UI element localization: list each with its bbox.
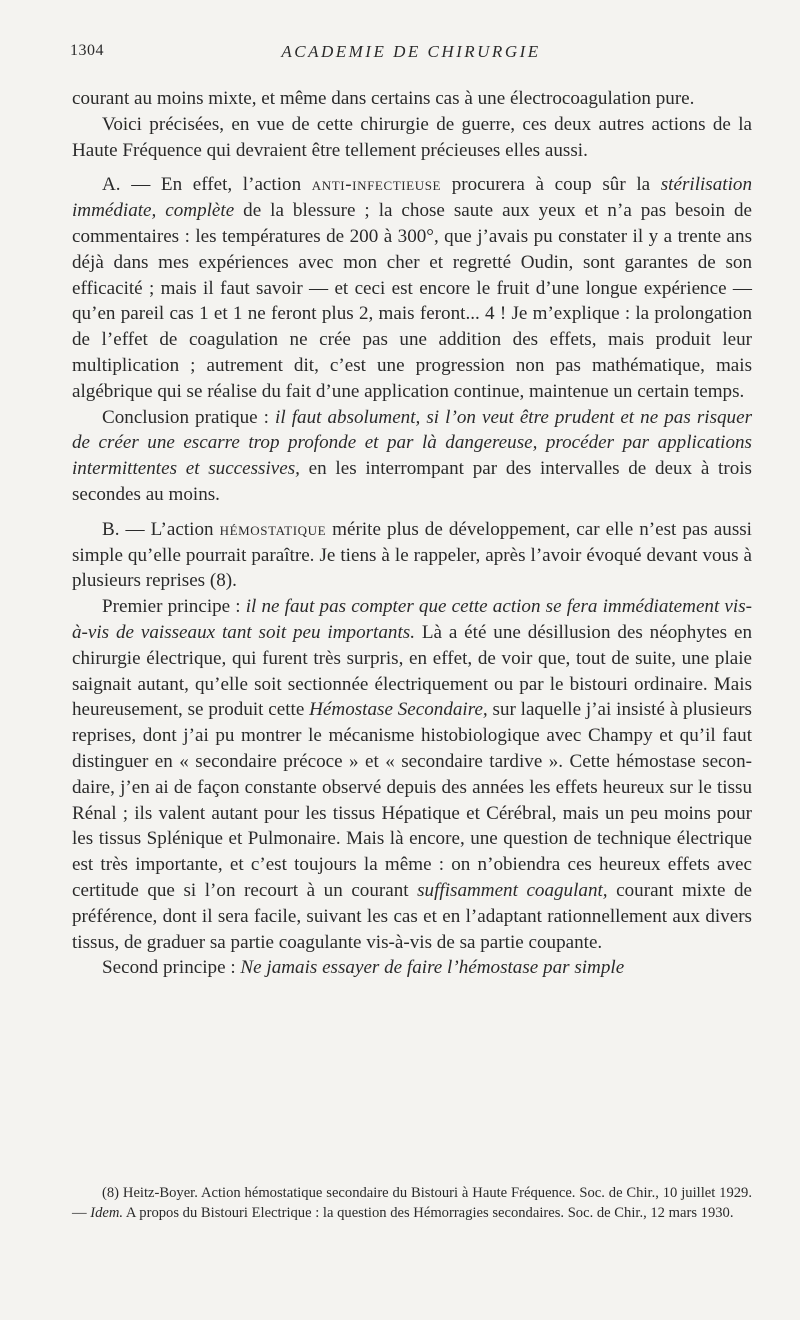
italic-text: stérilisation immédiate, complète xyxy=(72,174,752,222)
text-run: sur laquelle j’ai insisté à plusieurs reprises, dont j’ai pu montrer le mécanisme histobiologique avec Champy et qu’il faut distinguer en « secondaire précoce » et « secondaire tardive ». Cette hémostase secondaire, j’en ai de façon constante observé depuis des années les effets heureux sur le tissu Rénal ; ils valent autant pour les tissus Hépatique et Cérébral, mais un peu moins pour les tissus Splénique et Pulmonaire. Mais là encore, une question de technique électrique est très importante, et c’est toujours la même : on n’obiendra ces heureux effets avec certitude que si l’on recourt à un courant xyxy=(72,699,752,901)
text-run: Là a été une désillusion des néophytes en chirurgie électrique, qui furent très surpris, en effet, de voir que, tout de suite, une plaie saignait autant, qu’elle soit sectionnée électriquement ou par le bistouri ordinaire. Mais heureusement, se produit cette xyxy=(72,621,752,721)
text-run: Conclusion pratique : xyxy=(102,406,276,428)
italic-text: il ne faut pas compter que cette action se fera immédiatement vis-à-vis de vaisseaux tant soit peu importants. xyxy=(72,596,752,643)
text-run: procurera à coup sûr la xyxy=(441,174,661,196)
body-text xyxy=(72,86,752,981)
italic-text: Hémostase Secondaire, xyxy=(309,699,488,721)
text-run: en les interrompant par des intervalles de deux à trois secondes au moins. xyxy=(72,458,752,505)
paragraph xyxy=(72,172,752,404)
italic-text: il faut absolument, si l’on veut être prudent et ne pas risquer de créer une escarre trop profonde et par là dangereuse, procéder par applications intermittentes et successives, xyxy=(72,406,753,480)
paragraph xyxy=(72,112,752,164)
text-run: Voici précisées, en vue de cette chirurgie de guerre, ces deux autres actions de la Haute Fréquence qui devraient être tellement précieuses elles aussi. xyxy=(72,113,752,161)
paragraph xyxy=(72,955,752,981)
text-run: (8) Heitz-Boyer. Action hémostatique secondaire du Bistouri à Haute Fréquence. Soc. de Chir., 10 juillet 1929. — xyxy=(72,1185,752,1221)
paragraph xyxy=(72,594,752,955)
page-number: 1304 xyxy=(70,42,104,59)
text-run: A propos du Bistouri Electrique : la question des Hémorragies secondaires. Soc. de Chir., 12 mars 1930. xyxy=(123,1204,734,1221)
paragraph xyxy=(72,517,752,594)
text-run: mérite plus de développement, car elle n’est pas aussi simple qu’elle pourrait paraître. Je tiens à le rappeler, après l’avoir évoqué devant vous à plusieurs reprises (8). xyxy=(72,518,752,592)
text-run: courant mixte de préférence, dont il sera facile, suivant les cas et en l’adaptant rationnellement aux divers tissus, de graduer sa partie coagulante vis-à-vis de sa partie coupante. xyxy=(72,879,752,953)
small-caps-term: anti-infectieuse xyxy=(311,174,442,196)
italic-text: Idem. xyxy=(90,1204,124,1221)
text-run: Premier principe : xyxy=(102,596,246,618)
text-run: de la blessure ; la chose saute aux yeux et n’a pas besoin de commentaires : les températures de 200 à 300°, que j’avais pu constater il y a trente ans déjà dans mes expériences avec mon cher et regretté Oudin, sont garantes de son efficacité ; mais il faut savoir — et ceci est encore le fruit d’une longue expérience — qu’en pareil cas 1 et 1 ne feront plus 2, mais feront... 4 ! Je m’explique : la prolongation de l’effet de coagulation ne crée pas une addition des effets, mais produit leur multiplication ; autrement dit, c’est une progression non pas mathématique, mais algébrique qui se réalise du fait d’une application continue, maintenue un certain temps. xyxy=(72,200,753,402)
page-header xyxy=(70,42,752,70)
italic-text: suffisamment coagulant, xyxy=(417,879,608,901)
small-caps-term: hémostatique xyxy=(219,518,327,540)
text-run: A. — En effet, l’action xyxy=(102,174,312,196)
footnote-8 xyxy=(72,1184,752,1223)
text-run: courant au moins mixte, et même dans certains cas à une électrocoagulation pure. xyxy=(72,88,695,109)
paragraph xyxy=(72,405,752,508)
paragraph xyxy=(72,86,752,112)
italic-text: Ne jamais essayer de faire l’hémostase par simple xyxy=(240,957,625,979)
text-run: B. — L’action xyxy=(102,518,220,540)
text-run: Second principe : xyxy=(102,957,241,979)
running-head: ACADEMIE DE CHIRURGIE xyxy=(281,42,541,61)
